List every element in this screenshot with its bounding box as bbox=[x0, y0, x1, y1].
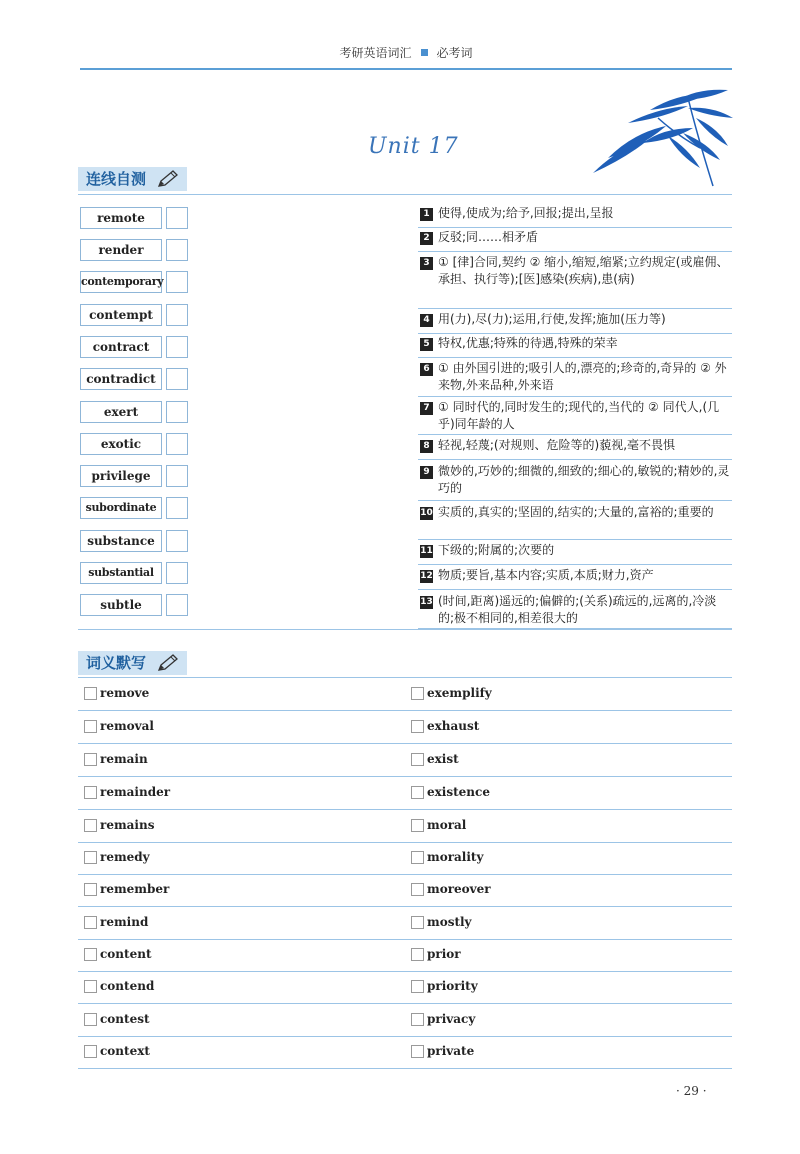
vocab-word: exemplify bbox=[427, 686, 492, 700]
word-box: exert bbox=[80, 401, 162, 423]
definition-item bbox=[418, 228, 732, 252]
definition-item bbox=[418, 460, 732, 501]
definition-item bbox=[418, 540, 732, 565]
word-item bbox=[80, 562, 190, 584]
book-title: 考研英语词汇 bbox=[339, 46, 412, 60]
vocab-word: exist bbox=[427, 752, 459, 766]
vocab-row bbox=[78, 777, 732, 810]
answer-box[interactable] bbox=[166, 433, 188, 455]
checkbox[interactable] bbox=[411, 786, 424, 799]
vocab-word: private bbox=[427, 1044, 475, 1058]
definition-item bbox=[418, 309, 732, 334]
checkbox[interactable] bbox=[411, 948, 424, 961]
definition-text: 实质的,真实的;坚固的,结实的;大量的,富裕的;重要的 bbox=[438, 505, 714, 519]
checkbox[interactable] bbox=[411, 1013, 424, 1026]
word-item bbox=[80, 207, 190, 229]
vocab-word: remind bbox=[100, 915, 149, 929]
definition-text: 轻视,轻蔑;(对规则、危险等的)藐视,毫不畏惧 bbox=[438, 438, 676, 452]
definition-text: 反驳;同……相矛盾 bbox=[438, 230, 539, 244]
definition-number: 13 bbox=[420, 597, 433, 607]
definition-text: 使得,使成为;给予,回报;提出,呈报 bbox=[438, 206, 614, 220]
square-bullet-icon bbox=[421, 49, 428, 56]
checkbox[interactable] bbox=[84, 948, 97, 961]
answer-box[interactable] bbox=[166, 530, 188, 552]
definition-text: (时间,距离)遥远的;偏僻的;(关系)疏远的,远离的,冷淡的;极不相同的,相差很大的 bbox=[438, 594, 717, 625]
header-rule bbox=[80, 68, 732, 70]
checkbox[interactable] bbox=[411, 687, 424, 700]
definition-text: 物质;要旨,基本内容;实质,本质;财力,资产 bbox=[438, 568, 654, 582]
vocab-word: moral bbox=[427, 818, 467, 832]
vocab-word: priority bbox=[427, 979, 478, 993]
vocab-row bbox=[78, 711, 732, 744]
dictation-label-text: 词义默写 bbox=[86, 654, 147, 672]
checkbox[interactable] bbox=[84, 819, 97, 832]
definition-number: 3 bbox=[420, 257, 433, 270]
checkbox[interactable] bbox=[411, 980, 424, 993]
category-title: 必考词 bbox=[436, 46, 473, 60]
checkbox[interactable] bbox=[84, 687, 97, 700]
definition-item bbox=[418, 334, 732, 358]
vocab-word: remainder bbox=[100, 785, 171, 799]
answer-box[interactable] bbox=[166, 239, 188, 261]
word-box: render bbox=[80, 239, 162, 261]
vocab-word: contend bbox=[100, 979, 155, 993]
checkbox[interactable] bbox=[411, 753, 424, 766]
vocab-word: remains bbox=[100, 818, 155, 832]
definition-number: 2 bbox=[420, 232, 433, 245]
definition-item bbox=[418, 358, 732, 397]
definition-item bbox=[418, 501, 732, 540]
definition-number: 12 bbox=[420, 571, 433, 581]
pencil-icon bbox=[157, 654, 179, 672]
word-box: remote bbox=[80, 207, 162, 229]
word-box: exotic bbox=[80, 433, 162, 455]
vocab-word: remove bbox=[100, 686, 150, 700]
vocab-word: exhaust bbox=[427, 719, 480, 733]
vocab-word: removal bbox=[100, 719, 154, 733]
definition-number: 8 bbox=[420, 440, 433, 453]
definition-text: 下级的;附属的;次要的 bbox=[438, 543, 555, 557]
definition-number: 7 bbox=[420, 402, 433, 415]
vocab-row bbox=[78, 939, 732, 972]
vocab-word: remain bbox=[100, 752, 148, 766]
checkbox[interactable] bbox=[411, 916, 424, 929]
answer-box[interactable] bbox=[166, 465, 188, 487]
word-item bbox=[80, 304, 190, 326]
definition-item bbox=[418, 252, 732, 309]
unit-title: Unit 17 bbox=[368, 134, 459, 159]
word-box: contract bbox=[80, 336, 162, 358]
answer-box[interactable] bbox=[166, 207, 188, 229]
vocab-row bbox=[78, 971, 732, 1004]
vocab-word: moreover bbox=[427, 882, 491, 896]
checkbox[interactable] bbox=[411, 883, 424, 896]
word-item bbox=[80, 271, 190, 293]
answer-box[interactable] bbox=[166, 304, 188, 326]
vocab-row bbox=[78, 842, 732, 875]
vocab-row bbox=[78, 1004, 732, 1037]
vocab-word: content bbox=[100, 947, 152, 961]
word-box: privilege bbox=[80, 465, 162, 487]
checkbox[interactable] bbox=[84, 786, 97, 799]
checkbox[interactable] bbox=[411, 819, 424, 832]
checkbox[interactable] bbox=[411, 851, 424, 864]
definition-item bbox=[418, 590, 732, 629]
answer-box[interactable] bbox=[166, 336, 188, 358]
word-item bbox=[80, 336, 190, 358]
word-box: subtle bbox=[80, 594, 162, 616]
vocab-word: morality bbox=[427, 850, 484, 864]
definition-number: 5 bbox=[420, 338, 433, 351]
answer-box[interactable] bbox=[166, 368, 188, 390]
word-item bbox=[80, 465, 190, 487]
definition-text: ① 同时代的,同时发生的;现代的,当代的 ② 同代人,(几乎)同年龄的人 bbox=[438, 400, 720, 431]
word-item bbox=[80, 368, 190, 390]
vocab-row bbox=[78, 744, 732, 777]
checkbox[interactable] bbox=[84, 1045, 97, 1058]
vocab-word: prior bbox=[427, 947, 461, 961]
definition-number: 6 bbox=[420, 363, 433, 376]
vocab-word: mostly bbox=[427, 915, 472, 929]
vocab-row bbox=[78, 874, 732, 907]
matching-section-label bbox=[78, 167, 187, 191]
word-item bbox=[80, 497, 190, 519]
checkbox[interactable] bbox=[84, 753, 97, 766]
checkbox[interactable] bbox=[84, 720, 97, 733]
page-header bbox=[80, 44, 732, 70]
vocab-word: contest bbox=[100, 1012, 150, 1026]
checkbox[interactable] bbox=[411, 1045, 424, 1058]
definition-number: 1 bbox=[420, 208, 433, 221]
word-box: contemporary bbox=[80, 271, 162, 293]
vocab-word: existence bbox=[427, 785, 490, 799]
definition-text: 微妙的,巧妙的;细微的,细致的;细心的,敏锐的;精妙的,灵巧的 bbox=[438, 464, 730, 495]
section-rule bbox=[78, 629, 732, 630]
checkbox[interactable] bbox=[84, 851, 97, 864]
answer-box[interactable] bbox=[166, 401, 188, 423]
word-item bbox=[80, 401, 190, 423]
vocab-word: remedy bbox=[100, 850, 150, 864]
checkbox[interactable] bbox=[84, 883, 97, 896]
bamboo-decoration-icon bbox=[588, 88, 738, 188]
word-item bbox=[80, 239, 190, 261]
pencil-icon bbox=[157, 170, 179, 188]
vocab-word: privacy bbox=[427, 1012, 476, 1026]
word-item bbox=[80, 530, 190, 552]
definition-text: 用(力),尽(力);运用,行使,发挥;施加(压力等) bbox=[438, 312, 666, 326]
definition-item bbox=[418, 204, 732, 228]
checkbox[interactable] bbox=[84, 980, 97, 993]
answer-box[interactable] bbox=[166, 594, 188, 616]
checkbox[interactable] bbox=[411, 720, 424, 733]
definition-text: ① 由外国引进的;吸引人的,漂亮的;珍奇的,奇异的 ② 外来物,外来品种,外来语 bbox=[438, 361, 727, 392]
word-item bbox=[80, 433, 190, 455]
definition-item bbox=[418, 397, 732, 435]
word-box: contradict bbox=[80, 368, 162, 390]
vocab-word: context bbox=[100, 1044, 150, 1058]
vocab-row bbox=[78, 810, 732, 843]
definition-item bbox=[418, 435, 732, 460]
vocab-row bbox=[78, 678, 732, 711]
answer-box[interactable] bbox=[166, 271, 188, 293]
matching-label-text: 连线自测 bbox=[86, 170, 147, 188]
answer-box[interactable] bbox=[166, 562, 188, 584]
definition-text: 特权,优惠;特殊的待遇,特殊的荣幸 bbox=[438, 336, 618, 350]
definition-number: 10 bbox=[420, 508, 433, 518]
word-box: contempt bbox=[80, 304, 162, 326]
vocab-row bbox=[78, 907, 732, 940]
section-rule bbox=[78, 194, 732, 195]
word-box: substantial bbox=[80, 562, 162, 584]
dictation-section-label bbox=[78, 651, 187, 675]
checkbox[interactable] bbox=[84, 916, 97, 929]
word-item bbox=[80, 594, 190, 616]
word-box: substance bbox=[80, 530, 162, 552]
definition-number: 9 bbox=[420, 466, 433, 479]
definition-number: 4 bbox=[420, 314, 433, 327]
vocab-word: remember bbox=[100, 882, 170, 896]
page-number: · 29 · bbox=[676, 1084, 707, 1098]
definition-text: ① [律]合同,契约 ② 缩小,缩短,缩紧;立约规定(或雇佣、承担、执行等);[医]感染(疾病),患(病) bbox=[438, 255, 729, 286]
word-box: subordinate bbox=[80, 497, 162, 519]
vocab-row bbox=[78, 1036, 732, 1069]
definition-item bbox=[418, 565, 732, 590]
answer-box[interactable] bbox=[166, 497, 188, 519]
checkbox[interactable] bbox=[84, 1013, 97, 1026]
definition-number: 11 bbox=[420, 546, 433, 556]
